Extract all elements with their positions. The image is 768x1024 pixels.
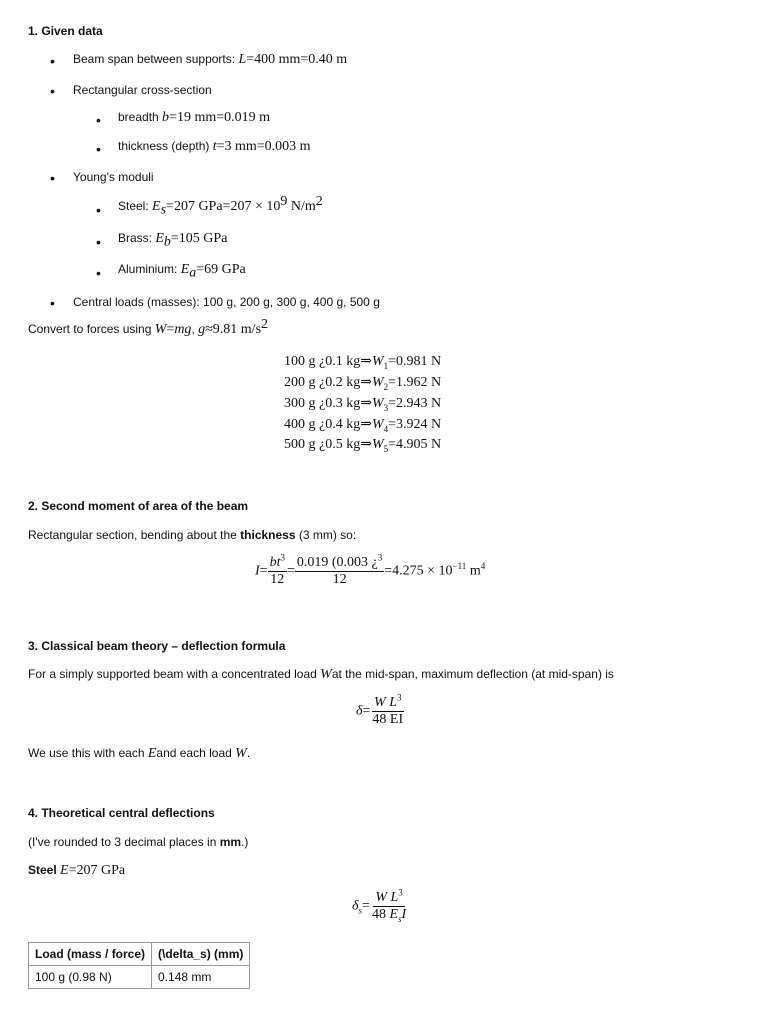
thickness-line: thickness (depth) t=3 mm=0.003 m [118, 139, 311, 154]
span-line: Beam span between supports: L=400 mm=0.40 m [73, 52, 348, 67]
bullet: • [96, 202, 101, 218]
cross-section-line: Rectangular cross-section [73, 83, 212, 97]
table-header-row [29, 943, 250, 966]
table-row [29, 966, 250, 989]
deflection-table [28, 942, 250, 989]
second-moment-formula: I= $\frac{bt^3}{12}$ = $\frac{0.019 (0.003 ¿^3}{12}$ $=4.275 \times 10^{-11}$ $m^4$ [255, 552, 486, 587]
rounding-note: (I've rounded to 3 decimal places in mm.) [28, 835, 249, 849]
conversion-row: 400 g ¿0.4 $kg\Rightarrow W_4=3.924$ N [284, 417, 442, 434]
brass-modulus-line: Brass: $E_b=105$ GPa [118, 231, 228, 250]
section-3-text: For a simply supported beam with a concentrated load Wat the mid-span, maximum deflection (at mid-span) is [28, 667, 614, 682]
conversion-row: 100 g ¿0.1 $kg\Rightarrow W_1=0.981$ N [284, 354, 442, 371]
bullet: • [96, 234, 101, 250]
conversion-row: 200 g ¿0.2 $kg\Rightarrow W_2=1.962$ N [284, 375, 442, 392]
central-loads-line: Central loads (masses): 100 g, 200 g, 300 g, 400 g, 500 g [73, 295, 380, 309]
bullet: • [96, 141, 101, 157]
moduli-line: Young's moduli [73, 170, 154, 184]
section-1-heading: 1. Given data [28, 24, 103, 38]
bullet: • [50, 295, 55, 311]
breadth-line: breadth b=19 mm=0.019 m [118, 110, 271, 125]
steel-modulus-line: Steel: $E_s=207$ $GPa=207 \times 10^9$ $N/m^2$ [118, 194, 323, 218]
section-4-heading: 4. Theoretical central deflections [28, 806, 215, 820]
bullet: • [96, 112, 101, 128]
bullet: • [96, 265, 101, 281]
bullet: • [50, 170, 55, 186]
steel-label-line: Steel E=207 GPa [28, 863, 126, 878]
conversion-row: 500 g ¿0.5 $kg\Rightarrow W_5=4.905$ N [284, 437, 442, 454]
table-cell-load: 100 g (0.98 N) [29, 966, 152, 989]
table-cell-deflection: 0.148 mm [152, 966, 250, 989]
deflection-formula: δ= $\frac{W L^3}{48 EI}$ [356, 692, 404, 727]
bullet: • [50, 53, 55, 69]
section-2-heading: 2. Second moment of area of the beam [28, 499, 249, 513]
bullet: • [50, 83, 55, 99]
section-2-text: Rectangular section, bending about the thickness (3 mm) so: [28, 528, 357, 542]
section-3-heading: 3. Classical beam theory – deflection formula [28, 639, 286, 653]
aluminium-modulus-line: Aluminium: $E_a=69$ GPa [118, 262, 246, 281]
table-header-deflection: (\delta_s) (mm) [152, 943, 250, 966]
conversion-row: 300 g ¿0.3 $kg\Rightarrow W_3=2.943$ N [284, 396, 442, 413]
table-header-load: Load (mass / force) [29, 943, 152, 966]
steel-deflection-formula: $\delta_s=$ $\frac{W L^3}{48 E_sI}$ [352, 887, 407, 924]
convert-line: Convert to forces using W=mg, g≈9.81 $m/s^2$ [28, 317, 269, 337]
use-line: We use this with each Eand each load W. [28, 746, 251, 761]
